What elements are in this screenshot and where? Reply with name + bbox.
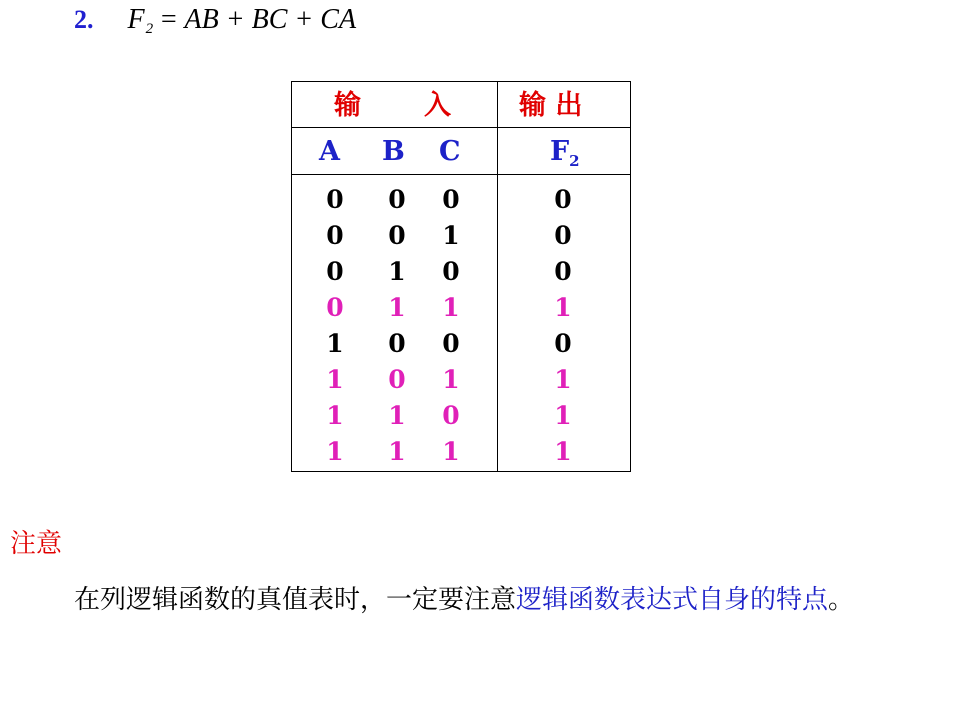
table-cell-c: 1 <box>442 221 460 250</box>
input-header-char-1: 输 <box>334 90 361 121</box>
table-cell-f: 1 <box>554 437 572 466</box>
table-cell-c: 0 <box>442 401 460 430</box>
table-cell-f: 1 <box>554 401 572 430</box>
table-cell-a: 0 <box>326 257 344 286</box>
table-cell-b: 0 <box>388 365 406 394</box>
table-cell-c: 1 <box>442 365 460 394</box>
table-cell-a: 0 <box>326 293 344 322</box>
note-body-end: 。 <box>828 585 855 615</box>
note-body <box>10 580 950 620</box>
formula-rhs: = AB + BC + CA <box>159 4 357 35</box>
table-cell-a: 1 <box>326 329 344 358</box>
table-cell-b: 1 <box>388 401 406 430</box>
input-header-char-2: 入 <box>424 90 451 121</box>
table-divider-header <box>292 127 630 128</box>
table-cell-b: 1 <box>388 257 406 286</box>
formula-lhs: F <box>127 4 145 35</box>
table-cell-f: 0 <box>554 257 572 286</box>
table-divider-columns <box>292 174 630 175</box>
table-cell-a: 1 <box>326 401 344 430</box>
column-header-f: F <box>550 136 570 167</box>
table-cell-a: 1 <box>326 365 344 394</box>
column-header-a: A <box>319 136 340 167</box>
table-cell-b: 1 <box>388 437 406 466</box>
table-cell-c: 1 <box>442 437 460 466</box>
table-column-divider <box>497 82 498 471</box>
table-cell-a: 0 <box>326 221 344 250</box>
column-header-f-subscript: 2 <box>569 152 580 170</box>
column-header-f2 <box>550 138 580 169</box>
table-cell-b: 1 <box>388 293 406 322</box>
table-cell-f: 0 <box>554 185 572 214</box>
table-cell-c: 1 <box>442 293 460 322</box>
note-title: 注意 <box>10 529 63 559</box>
note-body-highlight: 逻辑函数表达式自身的特点 <box>516 585 829 615</box>
item-number: 2. <box>74 5 94 34</box>
formula <box>128 4 357 38</box>
table-cell-c: 0 <box>442 257 460 286</box>
table-cell-b: 0 <box>388 221 406 250</box>
table-cell-a: 1 <box>326 437 344 466</box>
table-cell-b: 0 <box>388 185 406 214</box>
table-cell-c: 0 <box>442 185 460 214</box>
table-cell-f: 0 <box>554 221 572 250</box>
column-header-c: C <box>439 136 461 167</box>
formula-subscript: 2 <box>145 21 154 37</box>
note-body-text: 在列逻辑函数的真值表时，一定要注意 <box>74 585 517 615</box>
table-cell-f: 1 <box>554 293 572 322</box>
table-cell-c: 0 <box>442 329 460 358</box>
table-cell-f: 1 <box>554 365 572 394</box>
output-header: 输 出 <box>519 90 583 121</box>
table-cell-a: 0 <box>326 185 344 214</box>
heading <box>74 4 356 48</box>
column-header-b: B <box>382 136 405 167</box>
table-cell-b: 0 <box>388 329 406 358</box>
table-cell-f: 0 <box>554 329 572 358</box>
truth-table <box>291 81 631 472</box>
